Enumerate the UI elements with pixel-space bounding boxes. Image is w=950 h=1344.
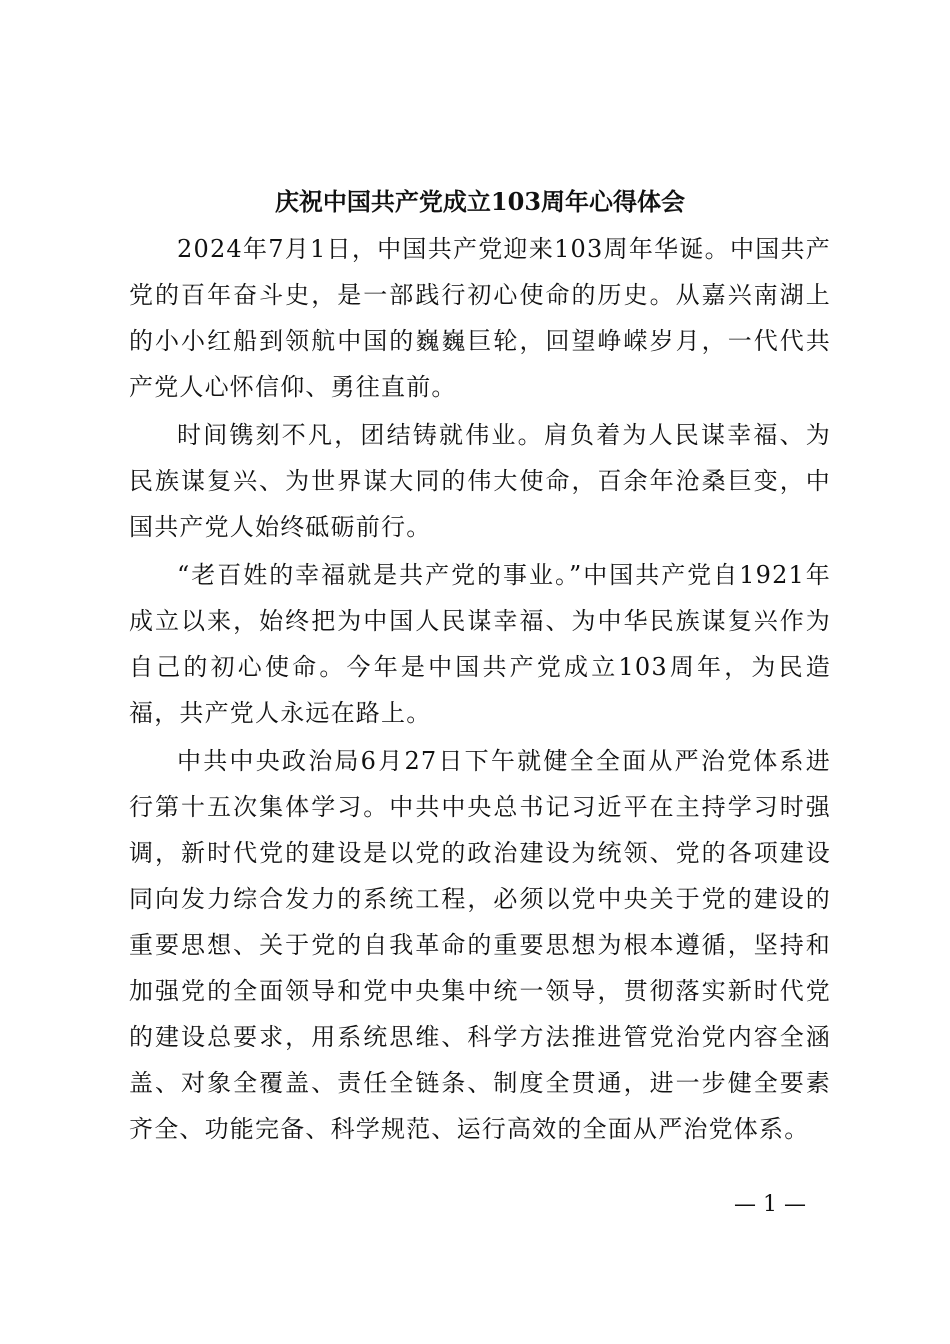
document-body bbox=[129, 226, 831, 1154]
page-number: — 1 — bbox=[734, 1192, 806, 1217]
paragraph-3: “老百姓的幸福就是共产党的事业。”中国共产党自1921年成立以来，始终把为中国人民谋幸福、为中华民族谋复兴作为自己的初心使命。今年是中国共产党成立103周年，为民造福，共产党人永远在路上。 bbox=[129, 561, 831, 727]
paragraph-1: 2024年7月1日，中国共产党迎来103周年华诞。中国共产党的百年奋斗史，是一部践行初心使命的历史。从嘉兴南湖上的小小红船到领航中国的巍巍巨轮，回望峥嵘岁月，一代代共产党人心怀信仰、勇往直前。 bbox=[129, 235, 831, 401]
document-title: 庆祝中国共产党成立103周年心得体会 bbox=[274, 187, 686, 216]
paragraph-4: 中共中央政治局6月27日下午就健全全面从严治党体系进行第十五次集体学习。中共中央总书记习近平在主持学习时强调，新时代党的建设是以党的政治建设为统领、党的各项建设同向发力综合发力的系统工程，必须以党中央关于党的建设的重要思想、关于党的自我革命的重要思想为根本遵循，坚持和加强党的全面领导和党中央集中统一领导，贯彻落实新时代党的建设总要求，用系统思维、科学方法推进管党治党内容全涵盖、对象全覆盖、责任全链条、制度全贯通，进一步健全要素齐全、功能完备、科学规范、运行高效的全面从严治党体系。 bbox=[129, 747, 831, 1143]
paragraph-2: 时间镌刻不凡，团结铸就伟业。肩负着为人民谋幸福、为民族谋复兴、为世界谋大同的伟大使命，百余年沧桑巨变，中国共产党人始终砥砺前行。 bbox=[129, 421, 831, 541]
